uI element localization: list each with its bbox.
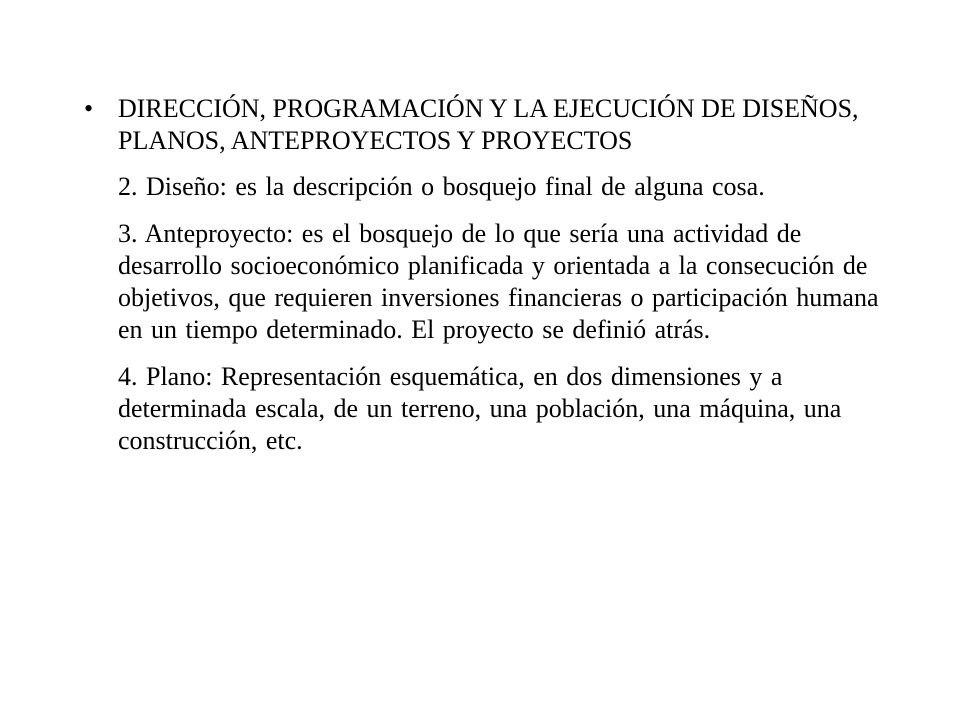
paragraph-anteproyecto: 3. Anteproyecto: es el bosquejo de lo que sería una actividad de desarrollo socioeconómico planificada y orientada a la consecución de objetivos, que requieren inversiones financieras o participación humana en un tiempo determinado. El proyecto se definió atrás. — [118, 219, 879, 344]
paragraph-plano: 4. Plano: Representación esquemática, en dos dimensiones y a determinada escala, de un terreno, una población, una máquina, una construcción, etc. — [118, 362, 842, 455]
bullet-heading — [84, 93, 904, 157]
paragraph-diseno: 2. Diseño: es la descripción o bosquejo final de alguna cosa. — [118, 172, 765, 201]
slide-content — [84, 93, 904, 472]
heading-text: DIRECCIÓN, PROGRAMACIÓN Y LA EJECUCIÓN DE DISEÑOS, PLANOS, ANTEPROYECTOS Y PROYECTOS — [118, 94, 859, 155]
bullet-icon: • — [84, 94, 94, 123]
